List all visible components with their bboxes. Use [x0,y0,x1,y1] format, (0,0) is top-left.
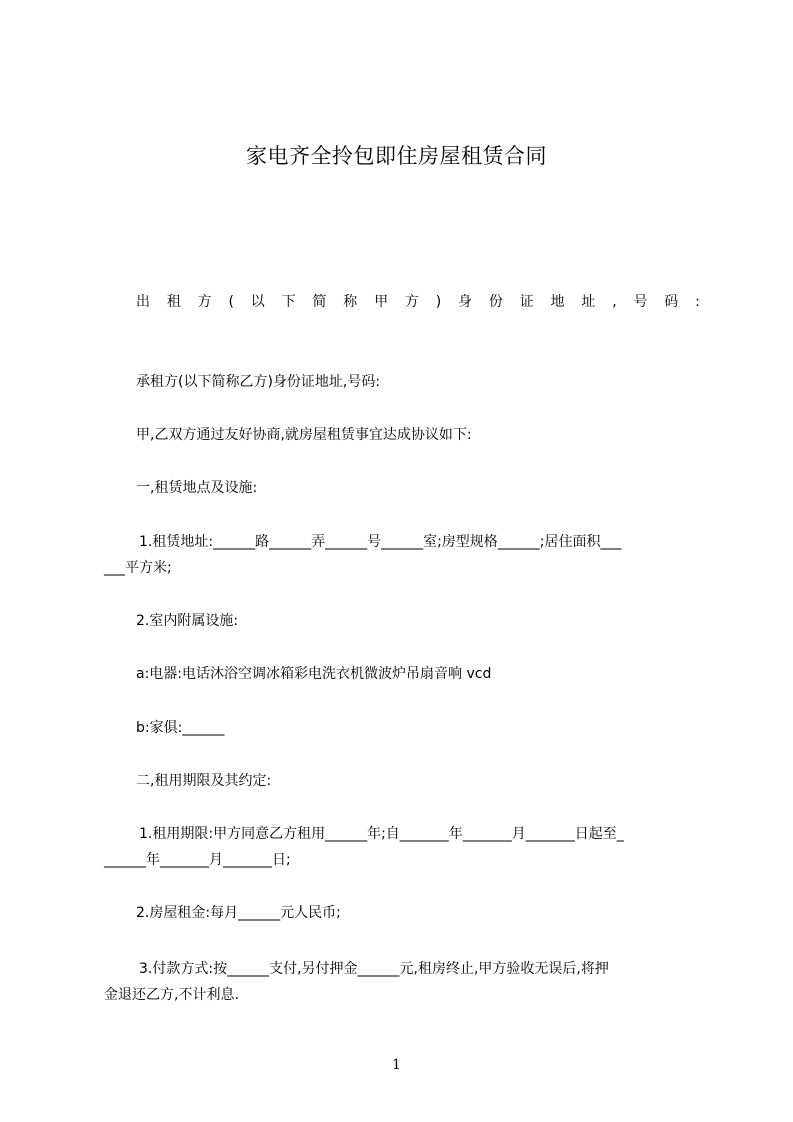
lessor-line-char: 下 [281,294,296,310]
item-2-2: 2.房屋租金:每月______元人民币; [136,905,341,921]
lessor-line-char: , [612,294,617,310]
item-2-3-line-1: 3.付款方式:按______支付,另付押金______元,租房终止,甲方验收无误后,将押 [139,961,609,977]
intro-paragraph: 甲,乙双方通过友好协商,就房屋租赁事宜达成协议如下: [136,427,472,443]
lessor-line-char: 码 [664,294,679,310]
lessor-line-char: 址 [581,294,596,310]
section-2-heading: 二,租用期限及其约定: [136,773,272,789]
lessor-line-char: 地 [550,294,565,310]
item-1-2-a: a:电器:电话沐浴空调冰箱彩电洗衣机微波炉吊扇音响 vcd [136,666,492,682]
lessor-line-char: 证 [519,294,534,310]
item-2-3-line-2: 金退还乙方,不计利息. [104,987,239,1003]
item-1-2: 2.室内附属设施: [136,613,239,629]
lessor-line-char: 以 [250,294,265,310]
lessor-line-char: 身 [458,294,473,310]
lessor-line-char: 租 [166,294,181,310]
lessor-line-char: 方 [197,294,212,310]
lessor-line-char: ( [228,294,234,310]
lessor-line [136,289,700,315]
lessor-line-char: 份 [488,294,503,310]
item-1-2-b: b:家俱:______ [136,720,225,736]
page-number: 1 [392,1057,401,1073]
item-2-1-line-2: ______年_______月_______日; [104,852,291,868]
item-1-1-line-2: ___平方米; [104,560,172,576]
lessor-line-char: 号 [633,294,648,310]
section-1-heading: 一,租赁地点及设施: [136,480,258,496]
lessee-line: 承租方(以下简称乙方)身份证地址,号码: [136,374,381,390]
lessor-line-char: ) [435,294,442,310]
lessor-line-char: : [695,294,700,310]
lessor-line-char: 方 [404,294,419,310]
lessor-line-char: 甲 [374,294,389,310]
document-title: 家电齐全拎包即住房屋租赁合同 [246,144,547,168]
item-2-1-line-1: 1.租用期限:甲方同意乙方租用______年;自_______年_______月_______日起至_ [139,826,624,842]
lessor-line-char: 称 [343,294,358,310]
lessor-line-char: 简 [312,294,327,310]
lessor-line-char: 出 [136,294,150,310]
item-1-1-line-1: 1.租赁地址:______路______弄______号______室;房型规格______;居住面积___ [139,534,622,550]
